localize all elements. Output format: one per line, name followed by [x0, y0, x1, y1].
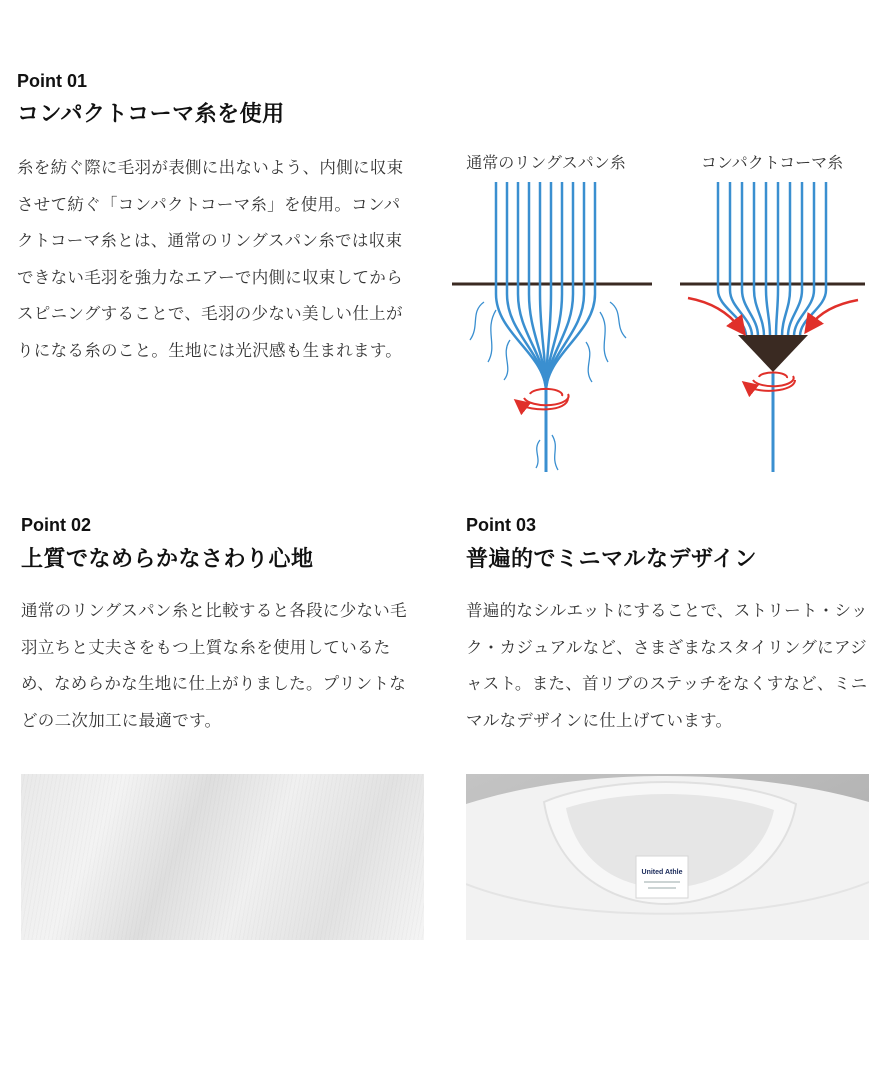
- right-yarn-fiber: [754, 182, 764, 336]
- point1-label: Point 01: [17, 71, 88, 91]
- point1-body: 糸を紡ぐ際に毛羽が表側に出ないよう、内側に収束させて紡ぐ「コンパクトコーマ糸」を使用。コンパクトコーマ糸とは、通常のリングスパン糸では収束できない毛羽を強力なエアーで内側に収束してからスピニングすることで、毛羽の少ない美しい仕上がりになる糸のこと。生地には光沢感も生まれます。: [17, 158, 404, 360]
- fabric-closeup-photo: [21, 774, 424, 940]
- right-yarn-fiber: [776, 182, 778, 336]
- right-yarn-fiber: [766, 182, 770, 336]
- point1-title: コンパクトコーマ糸を使用: [17, 102, 285, 127]
- neck-label-brand: United Athle: [641, 869, 683, 876]
- ring-spun-yarn-illustration: [452, 182, 652, 472]
- point3-title: 普遍的でミニマルなデザイン: [466, 547, 757, 572]
- right-yarn-fiber: [742, 182, 758, 336]
- left-diagram-caption: 通常のリングスパン糸: [466, 153, 626, 172]
- compact-combed-yarn-illustration: [680, 182, 865, 472]
- compaction-funnel: [738, 335, 808, 372]
- point3-label: Point 03: [466, 515, 537, 535]
- right-yarn-fiber: [782, 182, 790, 336]
- point3-body: 普遍的なシルエットにすることで、ストリート・シック・カジュアルなど、さまざまなスタイリングにアジャスト。また、首リブのステッチをなくすなど、ミニマルなデザインに仕上げています。: [466, 601, 868, 730]
- right-yarn-fiber: [794, 182, 814, 336]
- neck-label-tag: [636, 856, 688, 898]
- point2-label: Point 02: [21, 515, 92, 535]
- point2-title: 上質でなめらかなさわり心地: [21, 547, 314, 572]
- yarn-comparison-diagram: [440, 140, 870, 484]
- tshirt-collar-photo: [466, 774, 869, 940]
- point2-body: 通常のリングスパン糸と比較すると各段に少ない毛羽立ちと丈夫さをもつ上質な糸を使用しているため、なめらかな生地に仕上がりました。プリントなどの二次加工に最適です。: [21, 601, 407, 730]
- right-diagram-caption: コンパクトコーマ糸: [700, 153, 844, 172]
